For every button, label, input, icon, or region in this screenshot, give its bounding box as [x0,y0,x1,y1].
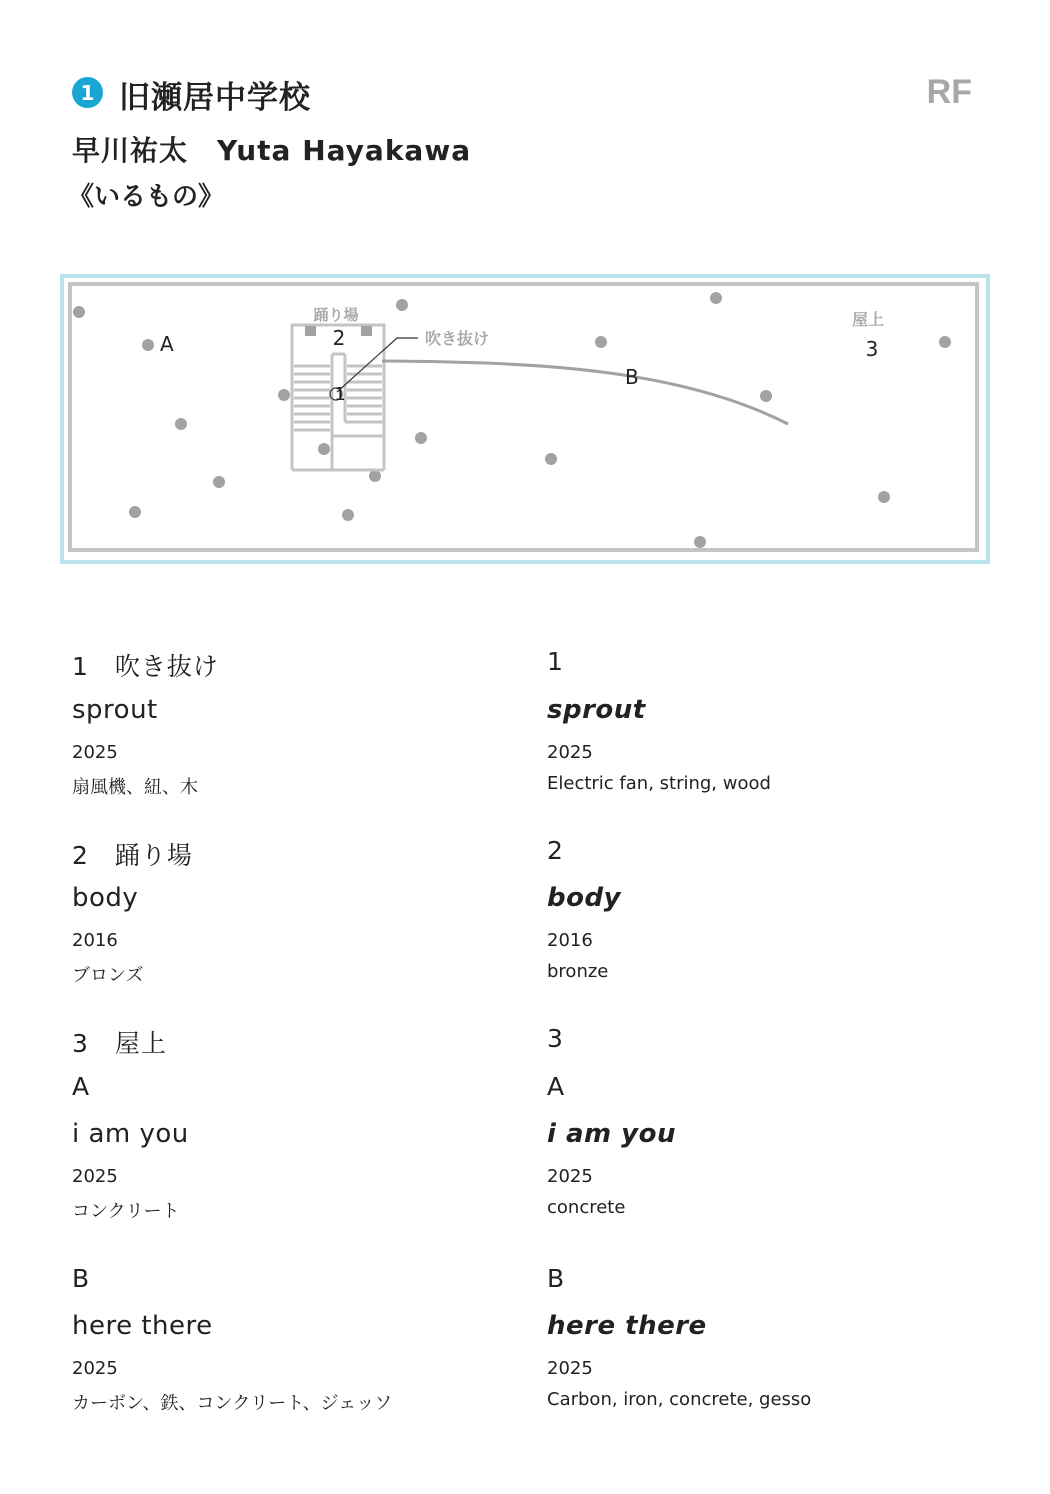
work-number-1: 1 吹き抜け [72,652,219,681]
work-material-2: ブロンズ [72,965,144,986]
work-material-2-en: bronze [547,961,609,982]
work-sub-a: A [72,1072,91,1101]
map-number-3: 3 [865,337,879,361]
work-b-line [382,361,788,424]
map-dot [342,509,354,521]
work-title-3a: i am you [72,1119,189,1149]
work-year-2-en: 2016 [547,930,593,951]
map-dot [369,470,381,482]
work-material-1-en: Electric fan, string, wood [547,773,771,794]
landing-marker [305,326,316,336]
map-number-2: 2 [332,326,346,350]
map-dot [129,506,141,518]
work-material-3b: カーボン、鉄、コンクリート、ジェッソ [72,1393,393,1414]
work-number-3: 3 屋上 [72,1029,167,1058]
map-dot [710,292,722,304]
map-dot [760,390,772,402]
work-material-3a: コンクリート [72,1201,180,1222]
work-title-1-en: sprout [547,695,646,725]
work-year-3b-en: 2025 [547,1358,593,1379]
work-title-3b: here there [72,1311,213,1341]
map-dot [396,299,408,311]
work-year-3b: 2025 [72,1358,118,1379]
landing-marker [361,326,372,336]
map-dot [415,432,427,444]
map-label-rooftop: 屋上 [851,310,885,329]
floor-label: RF [926,73,972,111]
map-dot [595,336,607,348]
map-label-b: B [625,365,639,389]
map-dot [545,453,557,465]
work-year-3a-en: 2025 [547,1166,593,1187]
map-label-a: A [160,332,174,356]
work-sub-a-en: A [547,1072,566,1101]
map-dot [939,336,951,348]
work-year-1-en: 2025 [547,742,593,763]
map-label-landing: 踊り場 [313,306,359,324]
work-year-2: 2016 [72,930,118,951]
work-material-3a-en: concrete [547,1197,626,1218]
floor-map [60,274,990,564]
map-dot [175,418,187,430]
map-dot [318,443,330,455]
work-year-3a: 2025 [72,1166,118,1187]
map-dot [278,389,290,401]
work-title-2: body [72,883,139,913]
venue-name: 旧瀬居中学校 [119,80,311,116]
map-number-1: 1 [334,384,346,405]
map-dot [694,536,706,548]
map-label-atrium: 吹き抜け [425,329,490,348]
work-material-3b-en: Carbon, iron, concrete, gesso [547,1389,812,1410]
venue-number-badge: 1 [72,77,103,108]
work-sub-b: B [72,1264,91,1293]
work-sub-b-en: B [547,1264,566,1293]
map-dot [142,339,154,351]
work-year-1: 2025 [72,742,118,763]
work-number-3-en: 3 [547,1024,564,1053]
roof-outline [70,284,977,550]
work-title-3b-en: here there [547,1311,707,1341]
work-number-2-en: 2 [547,836,564,865]
map-dot [878,491,890,503]
work-number-2: 2 踊り場 [72,841,193,870]
work-title-1: sprout [72,695,158,725]
work-material-1: 扇風機、紐、木 [72,777,198,798]
map-dot [73,306,85,318]
map-dot [213,476,225,488]
work-title-2-en: body [547,883,622,913]
exhibit-title: 《いるもの》 [68,182,225,212]
artist-name: 早川祐太 Yuta Hayakawa [72,134,472,167]
work-number-1-en: 1 [547,647,564,676]
work-title-3a-en: i am you [547,1119,676,1149]
